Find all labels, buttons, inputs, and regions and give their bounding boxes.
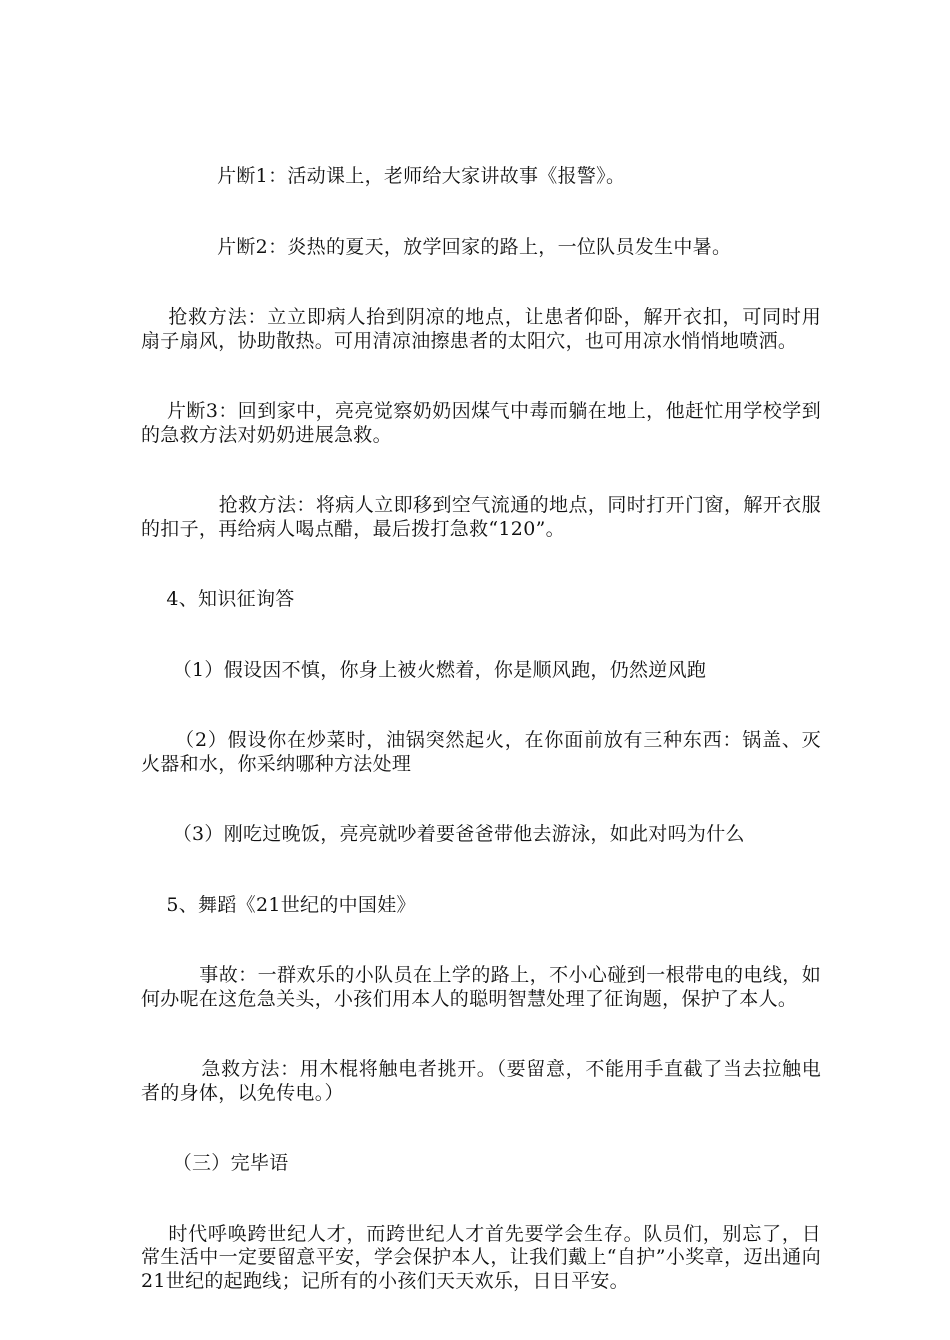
paragraph-accident: 事故：一群欢乐的小队员在上学的路上，不小心碰到一根带电的电线，如何办呢在这危急关头，小孩们用本人的聪明智慧处理了征询题，保护了本人。 [141, 964, 821, 1010]
paragraph-first-aid: 急救方法：用木棍将触电者挑开。（要留意，不能用手直截了当去拉触电者的身体，以免传电。） [141, 1058, 821, 1104]
paragraph-segment-1: 片断1：活动课上，老师给大家讲故事《报警》。 [141, 165, 626, 187]
paragraph-segment-3: 片断3：回到家中，亮亮觉察奶奶因煤气中毒而躺在地上，他赶忙用学校学到的急救方法对奶奶进展急救。 [141, 400, 821, 446]
paragraph-rescue-method-1: 抢救方法：立立即病人抬到阴凉的地点，让患者仰卧，解开衣扣，可同时用扇子扇风，协助散热。可用清凉油擦患者的太阳穴，也可用凉水悄悄地喷洒。 [141, 306, 822, 352]
section-knowledge-quiz: 4、知识征询答 [141, 588, 295, 610]
paragraph-segment-2: 片断2：炎热的夏天，放学回家的路上，一位队员发生中暑。 [141, 235, 732, 258]
document-body [141, 118, 821, 1340]
quiz-question-3: （3）刚吃过晚饭，亮亮就吵着要爸爸带他去游泳，如此对吗为什么 [141, 823, 745, 845]
quiz-question-1: （1）假设因不慎，你身上被火燃着，你是顺风跑，仍然逆风跑 [141, 658, 707, 681]
section-dance: 5、舞蹈《21世纪的中国娃》 [141, 893, 416, 916]
paragraph-rescue-method-2: 抢救方法：将病人立即移到空气流通的地点，同时打开门窗，解开衣服的扣子，再给病人喝点醋，最后拨打急救“120”。 [141, 494, 821, 540]
paragraph-closing-text: 时代呼唤跨世纪人才，而跨世纪人才首先要学会生存。队员们，别忘了，日常生活中一定要留意平安，学会保护本人，让我们戴上“自护”小奖章，迈出通向21世纪的起跑线；记所有的小孩们天天欢乐，日日平安。 [141, 1222, 822, 1292]
section-closing: （三）完毕语 [141, 1152, 289, 1174]
quiz-question-2: （2）假设你在炒菜时，油锅突然起火，在你面前放有三种东西：锅盖、灭火器和水，你采纳哪种方法处理 [141, 729, 821, 775]
